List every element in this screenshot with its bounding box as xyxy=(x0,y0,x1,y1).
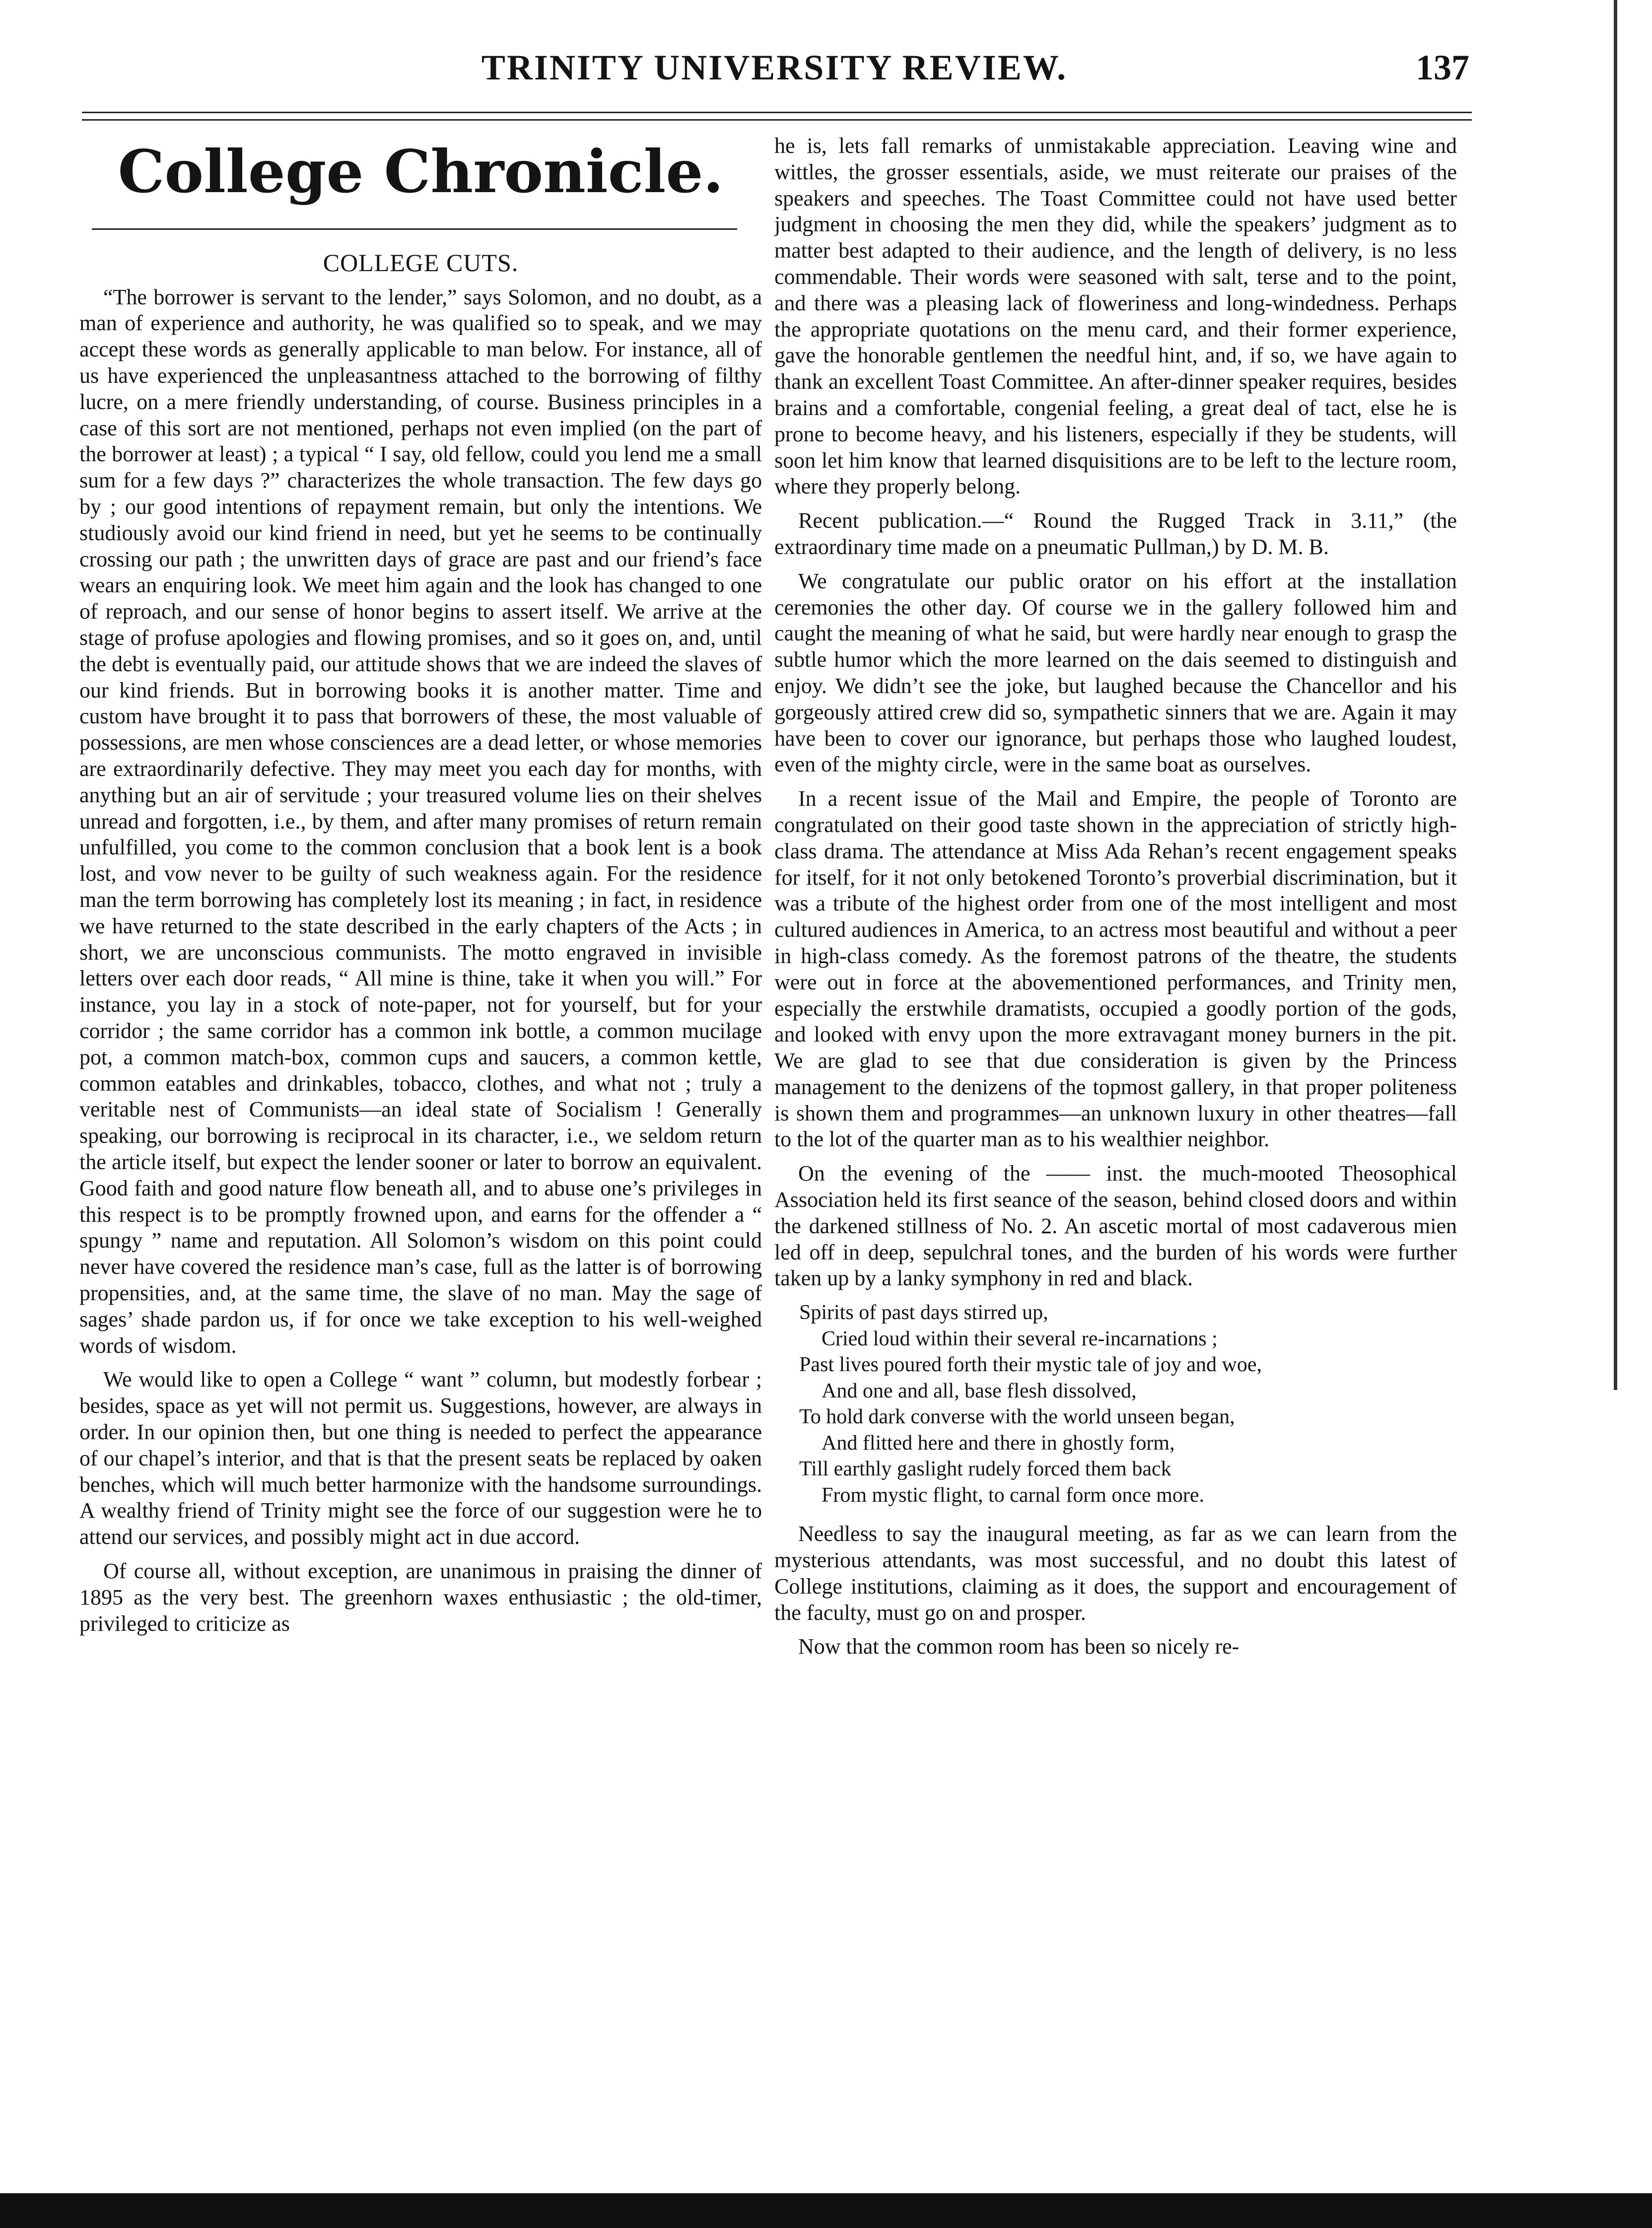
poem-line: Past lives poured forth their mystic tale of joy and woe, xyxy=(799,1353,1262,1377)
paragraph-dinner: Of course all, without exception, are unanimous in praising the dinner of 1895 as the very best. The greenhorn waxes enthusiastic ; the old-timer, privileged to criticize as xyxy=(79,1558,762,1636)
section-title: College Chronicle. xyxy=(118,137,724,206)
paragraph-mail-and-empire: In a recent issue of the Mail and Empire, the people of Toronto are congratulated on their good taste shown in the appreciation of strictly high-class drama. The attendance at Miss Ada Rehan’s recent engagement speaks for itself, for it not only betokened Toronto’s proverbial discrimination, but it was a tribute of the highest order from one of the most intelligent and most cultured audiences in America, to an actress most beautiful and without a peer in high-class comedy. As the foremost patrons of the theatre, the students were out in force at the abovementioned performances, and Trinity men, especially the erstwhile dramatists, occupied a goodly portion of the gods, and looked with envy upon the more extravagant money burners in the pit. We are glad to see that due consideration is given by the Princess management to the denizens of the topmost gallery, in that proper politeness is shown them and programmes—an unknown luxury in other theatres—fall to the lot of the quarter man as to his wealthier neighbor. xyxy=(774,786,1457,1152)
page-header xyxy=(79,47,1469,92)
poem xyxy=(799,1300,1457,1508)
paragraph-public-orator: We congratulate our public orator on his effort at the installation ceremonies the other day. Of course we in the gallery followed him and caught the meaning of what he said, but were hardly near enough to grasp the subtle humor which the more learned on the dais seemed to distinguish and enjoy. We didn’t see the joke, but laughed because the Chancellor and his gorgeously attired crew did so, sympathetic sinners that we are. Again it may have been to cover our ignorance, but perhaps those who laughed loudest, even of the mighty circle, were in the same boat as ourselves. xyxy=(774,568,1457,777)
header-rule-double xyxy=(82,119,1472,121)
binding-edge xyxy=(1614,0,1617,1390)
paragraph-common-room: Now that the common room has been so nicely re- xyxy=(798,1634,1239,1659)
scan-bottom-edge xyxy=(0,2193,1652,2228)
poem-line: And one and all, base flesh dissolved, xyxy=(822,1379,1137,1402)
running-title: TRINITY UNIVERSITY REVIEW. xyxy=(481,48,1068,87)
poem-line: And flitted here and there in ghostly form, xyxy=(822,1431,1175,1455)
poem-line: From mystic flight, to carnal form once more. xyxy=(822,1483,1204,1507)
poem-line: Spirits of past days stirred up, xyxy=(799,1301,1048,1324)
paragraph-continued: he is, lets fall remarks of unmistakable appreciation. Leaving wine and wittles, the grosser essentials, aside, we must reiterate our praises of the speakers and speeches. The Toast Committee could not have used better judgment in choosing the men they did, while the speakers’ judgment as to matter best adapted to their audience, and the length of delivery, is no less commendable. Their words were seasoned with salt, terse and to the point, and there was a pleasing lack of floweriness and long-windedness. Perhaps the appropriate quotations on the menu card, and their former experience, gave the honorable gentlemen the needful hint, and, if so, we have again to thank an excellent Toast Committee. An after-dinner speaker requires, besides brains and a comfortable, congenial feeling, a great deal of tact, else he is prone to become heavy, and his listeners, especially if they be students, will soon let him know that learned disquisitions are to be left to the lecture room, where they properly belong. xyxy=(774,134,1457,499)
header-rule xyxy=(82,112,1472,113)
title-rule xyxy=(92,228,737,230)
page-number: 137 xyxy=(1416,48,1469,87)
poem-line: To hold dark converse with the world unseen began, xyxy=(799,1405,1235,1429)
paragraph-recent-publication: Recent publication.—“ Round the Rugged Track in 3.11,” (the extraordinary time made on a pneumatic Pullman,) by D. M. B. xyxy=(774,508,1457,559)
paragraph-theosophical: On the evening of the —— inst. the much-mooted Theosophical Association held its first seance of the season, behind closed doors and within the darkened stillness of No. 2. An ascetic mortal of most cadaverous mien led off in deep, sepulchral tones, and the burden of his words were further taken up by a lanky symphony in red and black. xyxy=(774,1161,1457,1291)
college-cuts-heading: COLLEGE CUTS. xyxy=(323,248,519,277)
paragraph-want-column: We would like to open a College “ want ” column, but modestly forbear ; besides, space as yet will not permit us. Suggestions, however, are always in order. In our opinion then, but one thing is needed to perfect the appearance of our chapel’s interior, and that is that the present seats be replaced by oaken benches, which will much better harmonize with the handsome surroundings. A wealthy friend of Trinity might see the force of our suggestion were he to attend our services, and possibly might act in due accord. xyxy=(79,1367,762,1549)
paragraph-inaugural-meeting: Needless to say the inaugural meeting, as far as we can learn from the mysterious attendants, was most successful, and no doubt this latest of College institutions, claiming as it does, the support and encouragement of the faculty, must go on and prosper. xyxy=(774,1522,1457,1625)
paragraph-borrowing: “The borrower is servant to the lender,” says Solomon, and no doubt, as a man of experience and authority, he was qualified so to speak, and we may accept these words as generally applicable to man below. For instance, all of us have experienced the unpleasantness attached to the borrowing of filthy lucre, on a mere friendly understanding, of course. Business principles in a case of this sort are not mentioned, perhaps not even implied (on the part of the borrower at least) ; a typical “ I say, old fellow, could you lend me a small sum for a few days ?” characterizes the whole transaction. The few days go by ; our good intentions of repayment remain, but only the intentions. We studiously avoid our kind friend in need, but yet he seems to be continually crossing our path ; the unwritten days of grace are past and our friend’s face wears an enquiring look. We meet him again and the look has changed to one of reproach, and our sense of honor begins to assert itself. We arrive at the stage of profuse apologies and flowing promises, and so it goes on, and, until the debt is eventually paid, our attitude shows that we are indeed the slaves of our kind friends. But in borrowing books it is another matter. Time and custom have brought it to pass that borrowers of these, the most valuable of possessions, are men whose consciences are a dead letter, or whose memories are extraordinarily defective. They may meet you each day for months, with anything but an air of servitude ; your treasured volume lies on their shelves unread and forgotten, i.e., by them, and after many promises of return remain unfulfilled, you come to the common conclusion that a book lent is a book lost, and vow never to be guilty of such weakness again. For the residence man the term borrowing has completely lost its meaning ; in fact, in residence we have returned to the state described in the early chapters of the Acts ; in short, we are unconscious communists. The motto engraved in invisible letters over each door reads, “ All mine is thine, take it when you will.” For instance, you lay in a stock of note-paper, not for yourself, but for your corridor ; the same corridor has a common ink bottle, a common mucilage pot, a common match-box, common cups and saucers, a common kettle, common eatables and drinkables, tobacco, clothes, and what not ; truly a veritable nest of Communists—an ideal state of Socialism ! Generally speaking, our borrowing is reciprocal in its character, i.e., we seldom return the article itself, but expect the lender sooner or later to borrow an equivalent. Good faith and good nature flow beneath all, and to abuse one’s privileges in this respect is to be promptly frowned upon, and earns for the offender a “ spungy ” name and reputation. All Solomon’s wisdom on this point could never have covered the residence man’s case, full as the latter is of borrowing propensities, and, at the same time, the slave of no man. May the sage of sages’ shade pardon us, if for once we take exception to his well-weighed words of wisdom. xyxy=(79,284,762,1358)
poem-line: Cried loud within their several re-incarnations ; xyxy=(822,1327,1218,1350)
right-column xyxy=(774,133,1457,2099)
poem-line: Till earthly gaslight rudely forced them back xyxy=(799,1458,1171,1481)
left-column xyxy=(79,133,762,2099)
